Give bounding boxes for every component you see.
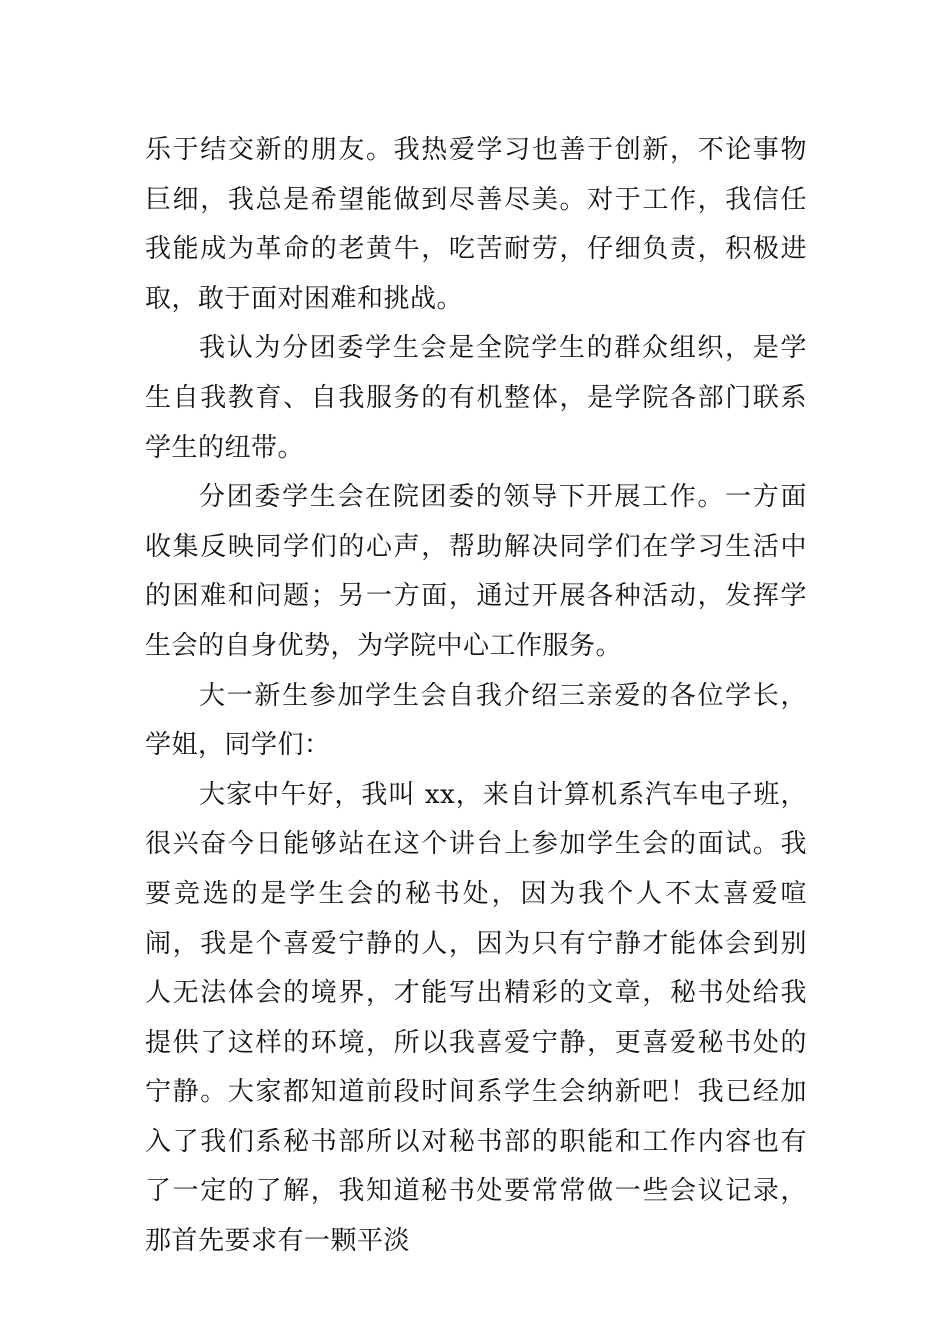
paragraph-self-introduction: 大家中午好，我叫 xx，来自计算机系汽车电子班，很兴奋今日能够站在这个讲台上参加学生会的面试。我要竞选的是学生会的秘书处，因为我个人不太喜爱喧闹，我是个喜爱宁静的人，因为只有宁静才能体会到别人无法体会的境界，才能写出精彩的文章，秘书处给我提供了这样的环境，所以我喜爱宁静，更喜爱秘书处的宁静。大家都知道前段时间系学生会纳新吧！我已经加入了我们系秘书部所以对秘书部的职能和工作内容也有了一定的了解，我知道秘书处要常常做一些会议记录，那首先要求有一颗平淡 (145, 779, 807, 1257)
paragraph-continuation: 乐于结交新的朋友。我热爱学习也善于创新，不论事物巨细，我总是希望能做到尽善尽美。对于工作，我信任我能成为革命的老黄牛，吃苦耐劳，仔细负责，积极进取，敢于面对困难和挑战。 (145, 135, 807, 314)
paragraph-student-union-work: 分团委学生会在院团委的领导下开展工作。一方面收集反映同学们的心声，帮助解决同学们在学习生活中的困难和问题；另一方面，通过开展各种活动，发挥学生会的自身优势，为学院中心工作服务。 (145, 482, 807, 661)
paragraph-greeting: 大一新生参加学生会自我介绍三亲爱的各位学长，学姐，同学们： (145, 680, 807, 761)
paragraph-student-union-role: 我认为分团委学生会是全院学生的群众组织，是学生自我教育、自我服务的有机整体，是学院各部门联系学生的纽带。 (145, 333, 807, 463)
document-body (145, 126, 807, 1267)
